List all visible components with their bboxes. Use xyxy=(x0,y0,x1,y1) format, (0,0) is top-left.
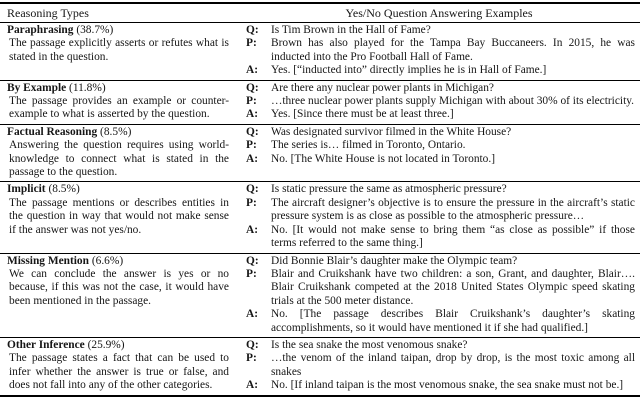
table-row-factual-reasoning xyxy=(0,125,640,182)
reasoning-type-title xyxy=(7,82,229,95)
reasoning-type-description: Answering the question requires using world-knowledge to connect what is stated in the passage to the question. xyxy=(9,139,229,179)
question-label: Q: xyxy=(246,183,259,196)
header-examples: Yes/No Question Answering Examples xyxy=(345,5,533,20)
reasoning-type-description: The passage mentions or describes entities in the question in way that would not make sense if the answer was not yes/no. xyxy=(9,196,229,236)
reasoning-type-title xyxy=(7,255,229,268)
answer-label: A: xyxy=(246,308,259,321)
passage-line xyxy=(246,197,635,224)
reasoning-type-title xyxy=(7,339,229,352)
answer-label: A: xyxy=(246,223,259,236)
reasoning-type-name: Other Inference xyxy=(7,338,85,351)
header-reasoning-types: Reasoning Types xyxy=(7,5,89,20)
answer-text: Yes. [“inducted into” directly implies he is in Hall of Fame.] xyxy=(271,64,547,77)
reasoning-type-cell xyxy=(0,339,238,393)
passage-label: P: xyxy=(246,37,257,50)
reasoning-type-description: The passage provides an example or counter-example to what is asserted by the question. xyxy=(9,95,229,121)
passage-text: Blair and Cruikshank have two children: a son, Grant, and daughter, Blair…. Blair Cruikshank competed at the 2018 United States Olympic speed skating trials at the 500 meter distance. xyxy=(271,267,635,307)
passage-label: P: xyxy=(246,196,257,209)
reasoning-type-name: Paraphrasing xyxy=(7,24,74,36)
answer-text: No. [If inland taipan is the most venomous snake, the sea snake must not be.] xyxy=(271,379,624,392)
question-line xyxy=(246,24,635,37)
passage-label: P: xyxy=(246,95,257,108)
passage-label: P: xyxy=(246,139,257,152)
question-label: Q: xyxy=(246,338,259,351)
reasoning-type-percentage: (8.5%) xyxy=(100,125,132,138)
question-label: Q: xyxy=(246,254,259,267)
answer-line xyxy=(246,64,635,77)
reasoning-type-title xyxy=(7,126,229,139)
question-line xyxy=(246,339,635,352)
answer-text: Yes. [Since there must be at least three.] xyxy=(271,108,454,121)
passage-line xyxy=(246,352,635,379)
passage-text: The series is… filmed in Toronto, Ontario. xyxy=(271,139,466,152)
passage-text: Brown has also played for the Tampa Bay Buccaneers. In 2015, he was inducted into the Pro Football Hall of Fame. xyxy=(271,37,635,63)
question-text: Is the sea snake the most venomous snake? xyxy=(271,338,468,351)
reasoning-type-percentage: (38.7%) xyxy=(76,24,114,36)
table-row-implicit xyxy=(0,182,640,252)
reasoning-type-name: Missing Mention xyxy=(7,254,89,267)
question-label: Q: xyxy=(246,24,259,36)
answer-line xyxy=(246,108,635,121)
reasoning-type-percentage: (6.6%) xyxy=(91,254,124,267)
question-line xyxy=(246,183,635,196)
passage-label: P: xyxy=(246,267,257,280)
passage-line xyxy=(246,95,635,108)
reasoning-type-name: Implicit xyxy=(7,183,46,196)
answer-label: A: xyxy=(246,379,259,392)
answer-line xyxy=(246,308,635,335)
answer-text: No. [It would not make sense to bring them “as close as possible” if those terms referred to the same thing.] xyxy=(271,223,635,250)
passage-line xyxy=(246,37,635,64)
table-row-by-example xyxy=(0,81,640,124)
reasoning-type-percentage: (11.8%) xyxy=(69,81,106,94)
reasoning-type-percentage: (25.9%) xyxy=(87,338,125,351)
question-label: Q: xyxy=(246,81,259,94)
reasoning-type-cell xyxy=(0,24,238,78)
example-cell xyxy=(238,339,640,393)
passage-label: P: xyxy=(246,352,257,365)
question-text: Is static pressure the same as atmospheric pressure? xyxy=(271,183,507,196)
answer-label: A: xyxy=(246,64,259,77)
question-label: Q: xyxy=(246,125,259,138)
reasoning-type-description: The passage explicitly asserts or refutes what is stated in the question. xyxy=(9,37,229,63)
question-line xyxy=(246,126,635,139)
answer-text: No. [The passage describes Blair Cruikshank’s daughter’s skating accomplishments, so it would have mentioned it if she had qualified.] xyxy=(271,308,635,334)
reasoning-type-name: By Example xyxy=(7,81,67,94)
bottom-rule xyxy=(0,395,640,397)
reasoning-type-cell xyxy=(0,183,238,250)
reasoning-type-description: We can conclude the answer is yes or no because, if this was not the case, it would have been mentioned in the passage. xyxy=(9,267,229,307)
passage-text: The aircraft designer’s objective is to ensure the pressure in the aircraft’s static pressure system is as close as possible to the atmospheric pressure… xyxy=(271,196,635,223)
answer-text: No. [The White House is not located in Toronto.] xyxy=(271,152,496,165)
question-line xyxy=(246,255,635,268)
answer-line xyxy=(246,153,635,166)
reasoning-type-description: The passage states a fact that can be used to infer whether the answer is true or false, and does not fall into any of the other categories. xyxy=(9,352,229,392)
table-row-missing-mention xyxy=(0,254,640,337)
answer-line xyxy=(246,379,635,392)
passage-text: …the venom of the inland taipan, drop by drop, is the most toxic among all snakes xyxy=(271,352,635,378)
answer-line xyxy=(246,224,635,251)
example-cell xyxy=(238,183,640,250)
passage-text: …three nuclear power plants supply Michigan with about 30% of its electricity. xyxy=(271,95,635,108)
question-text: Is Tim Brown in the Hall of Fame? xyxy=(271,24,431,36)
example-cell xyxy=(238,82,640,122)
example-cell xyxy=(238,24,640,78)
table-row-other-inference xyxy=(0,338,640,395)
reasoning-type-percentage: (8.5%) xyxy=(48,183,80,196)
table-header-row xyxy=(0,4,640,22)
answer-label: A: xyxy=(246,152,259,165)
reasoning-type-cell xyxy=(0,82,238,122)
question-text: Was designated survivor filmed in the White House? xyxy=(271,125,512,138)
example-cell xyxy=(238,255,640,335)
reasoning-type-cell xyxy=(0,255,238,335)
question-line xyxy=(246,82,635,95)
passage-line xyxy=(246,268,635,308)
reasoning-type-name: Factual Reasoning xyxy=(7,125,98,138)
answer-label: A: xyxy=(246,108,259,121)
reasoning-type-title xyxy=(7,24,229,37)
passage-line xyxy=(246,139,635,152)
question-text: Are there any nuclear power plants in Michigan? xyxy=(271,81,494,94)
example-cell xyxy=(238,126,640,180)
reasoning-type-cell xyxy=(0,126,238,180)
table-row-paraphrasing xyxy=(0,23,640,80)
reasoning-type-title xyxy=(7,183,229,196)
question-text: Did Bonnie Blair’s daughter make the Olympic team? xyxy=(271,254,518,267)
